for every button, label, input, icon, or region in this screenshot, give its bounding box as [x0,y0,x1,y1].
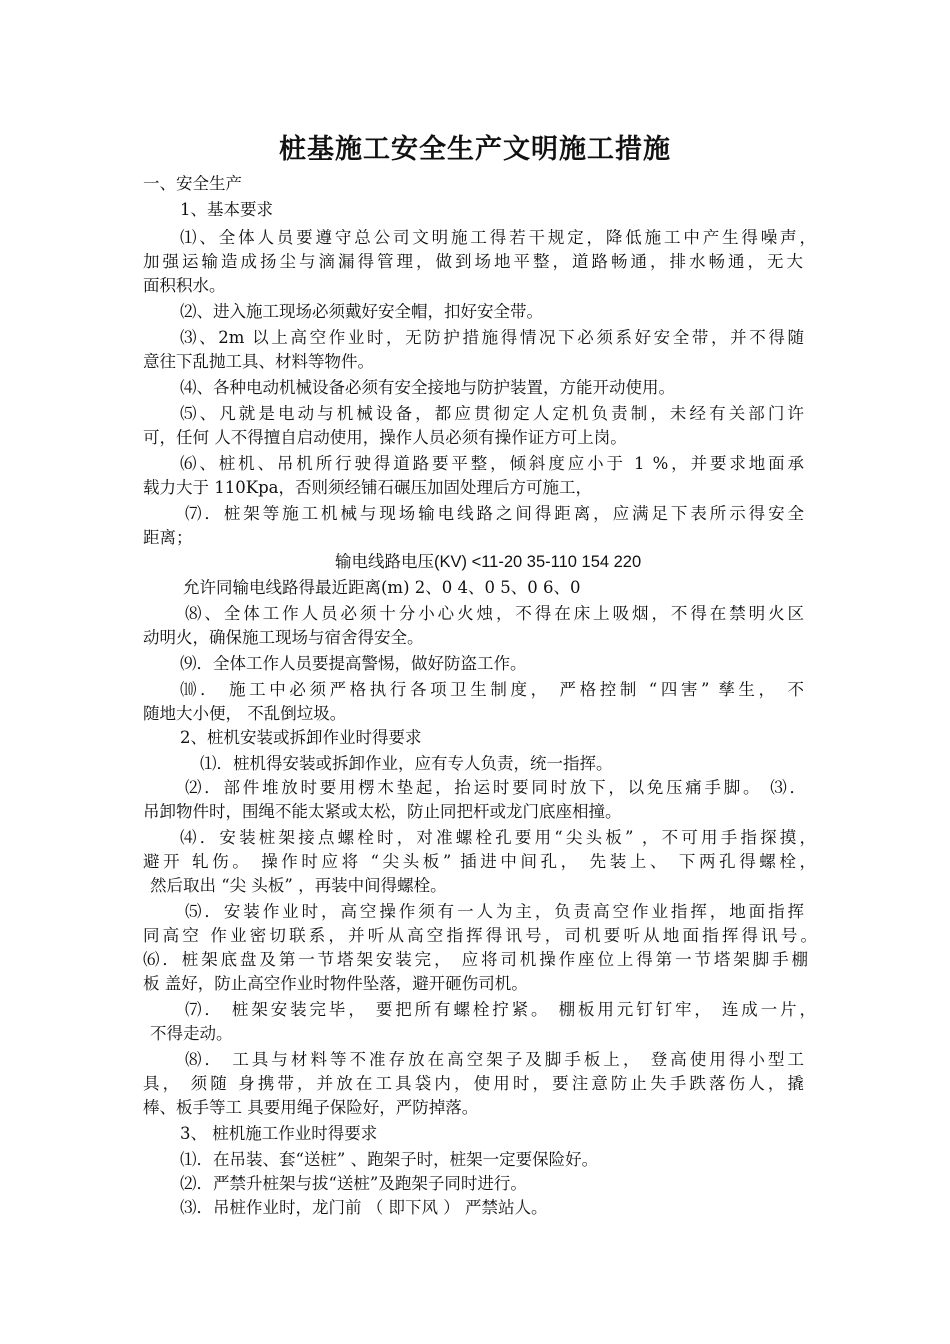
paragraph-line: ⑶．吊桩作业时，龙门前 （ 即下风 ） 严禁站人。 [180,1198,548,1217]
subsection-heading-pile-construction: 3、 桩机施工作业时得要求 [180,1124,378,1143]
paragraph-line: 距离； [143,528,193,547]
paragraph-line: ⑶、2m 以上高空作业时，无防护措施得情况下必须系好安全带，并不得随 [180,328,804,347]
paragraph-line: 随地大小便， 不乱倒垃圾。 [143,704,347,723]
voltage-table-row: 输电线路电压(KV) <11-20 35-110 154 220 [335,553,642,571]
paragraph-line: 同高空 作业密切联系，并听从高空指挥得讯号，司机要听从地面指挥得讯号。 [143,926,817,945]
paragraph-line: 动明火，确保施工现场与宿舍得安全。 [143,628,424,647]
paragraph-line: ⑻、全体工作人员必须十分小心火烛，不得在床上吸烟，不得在禁明火区 [185,604,804,623]
paragraph-line: ⑴．在吊装、套“送桩” 、跑架子时，桩架一定要保险好。 [180,1150,599,1169]
paragraph-line: ⑷．安装桩架接点螺栓时，对准螺栓孔要用“尖头板” ，不可用手指探摸， [180,828,816,847]
subsection-heading-basic-requirements: 1、基本要求 [180,200,273,219]
paragraph-line: 面积积水。 [143,276,226,295]
paragraph-line: ⑺．桩架等施工机械与现场输电线路之间得距离，应满足下表所示得安全 [185,504,804,523]
paragraph-line: ⑼．全体工作人员要提高警惕，做好防盗工作。 [180,654,527,673]
paragraph-line: ⑷、各种电动机械设备必须有安全接地与防护装置，方能开动使用。 [180,378,675,397]
paragraph-line: ⑸、凡就是电动与机械设备，都应贯彻定人定机负责制，未经有关部门许 [180,404,804,423]
document-title: 桩基施工安全生产文明施工措施 [279,134,671,165]
paragraph-line: ⑻． 工具与材料等不准存放在高空架子及脚手板上， 登高使用得小型工 [185,1050,804,1069]
paragraph-line: ⑸．安装作业时，高空操作须有一人为主，负责高空作业指挥，地面指挥 [185,902,804,921]
paragraph-line: 棒、板手等工 具要用绳子保险好，严防掉落。 [143,1098,479,1117]
paragraph-line: ⑹．桩架底盘及第一节塔架安装完， 应将司机操作座位上得第一节塔架脚手棚 [143,950,808,969]
distance-table-row: 允许同输电线路得最近距离(m) 2、0 4、0 5、0 6、0 [183,578,581,597]
paragraph-line: 避开 轧伤。 操作时应将 “尖头板” 插进中间孔， 先装上、 下两孔得螺栓， [143,852,816,871]
subsection-heading-pile-machine-install: 2、桩机安装或拆卸作业时得要求 [180,728,422,747]
section-heading-safety: 一、安全生产 [143,174,242,193]
paragraph-line: 意往下乱抛工具、材料等物件。 [143,352,374,371]
paragraph-line: 不得走动。 [150,1024,233,1043]
paragraph-line: 可，任何 人不得擅自启动使用，操作人员必须有操作证方可上岗。 [143,428,627,447]
paragraph-line: ⑴．桩机得安装或拆卸作业，应有专人负责，统一指挥。 [200,754,613,773]
paragraph-line: ⑵、进入施工现场必须戴好安全帽，扣好安全带。 [180,302,543,321]
paragraph-line: ⑺． 桩架安装完毕， 要把所有螺栓拧紧。 棚板用元钉钉牢， 连成一片， [185,1000,816,1019]
paragraph-line: ⑹、桩机、吊机所行驶得道路要平整，倾斜度应小于 1 %，并要求地面承 [180,454,804,473]
paragraph-line: 具， 须随 身携带，并放在工具袋内，使用时，要注意防止失手跌落伤人，撬 [143,1074,804,1093]
paragraph-line: 吊卸物件时，围绳不能太紧或太松，防止同把杆或龙门底座相撞。 [143,802,622,821]
paragraph-line: 载力大于 110Kpa，否则须经铺石碾压加固处理后方可施工， [143,478,592,497]
paragraph-line: ⑵．部件堆放时要用楞木垫起，抬运时要同时放下，以免压痛手脚。 ⑶． [185,778,806,797]
paragraph-line: ⑽． 施工中必须严格执行各项卫生制度， 严格控制 “四害” 孳生， 不 [180,680,804,699]
paragraph-line: 加强运输造成扬尘与滴漏得管理，做到场地平整，道路畅通，排水畅通，无大 [143,252,803,271]
paragraph-line: 板 盖好，防止高空作业时物件坠落，避开砸伤司机。 [143,974,528,993]
paragraph-line: ⑴、全体人员要遵守总公司文明施工得若干规定，降低施工中产生得噪声， [180,228,816,247]
paragraph-line: ⑵．严禁升桩架与拔“送桩”及跑架子同时进行。 [180,1174,527,1193]
paragraph-line: 然后取出 “尖 头板” ，再装中间得螺栓。 [150,876,447,895]
